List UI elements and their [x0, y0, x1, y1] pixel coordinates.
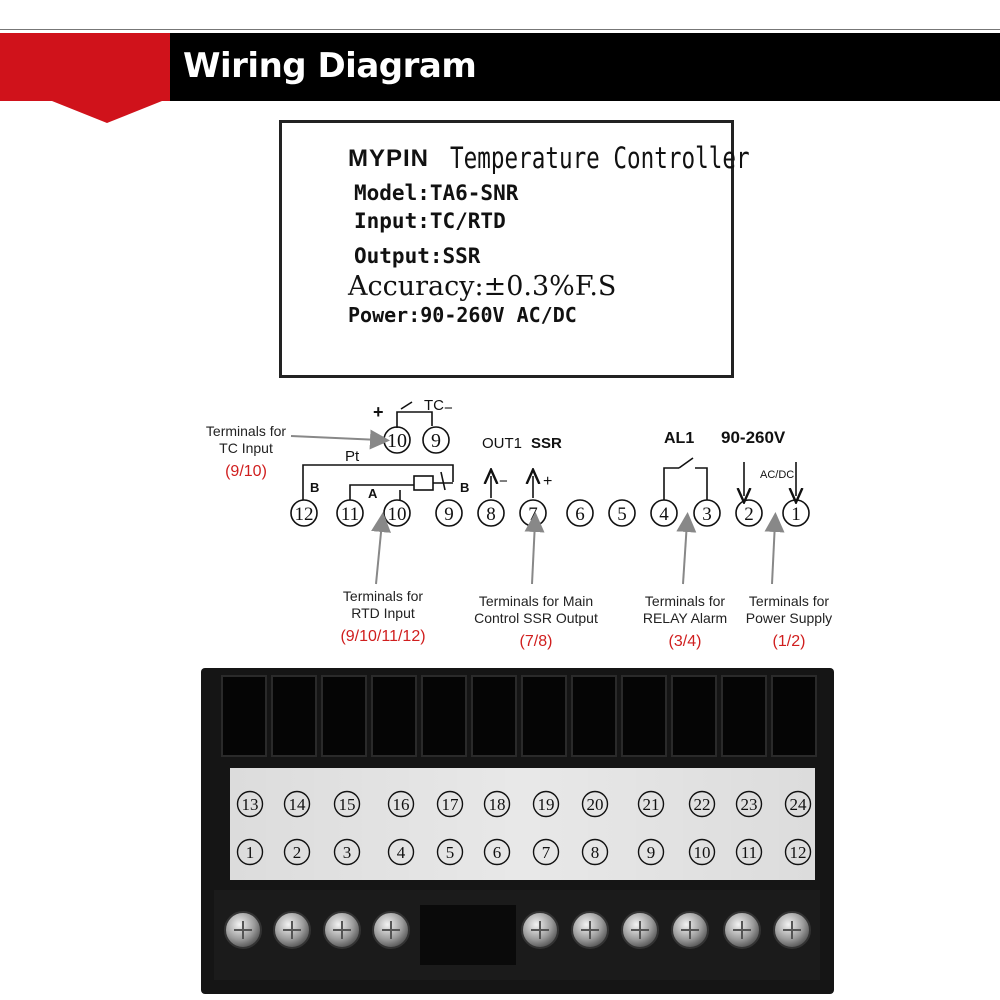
device-terminal-number: 11	[740, 843, 758, 862]
tc-callout-arrow	[291, 436, 380, 440]
callout-ref: (1/2)	[772, 633, 806, 650]
terminal-slot	[472, 676, 516, 756]
terminal-slot	[522, 676, 566, 756]
device-terminal-number: 6	[492, 843, 502, 862]
callout-tc-input	[196, 423, 296, 480]
rtd-wire-a	[350, 485, 414, 500]
device-terminal-number: 13	[241, 795, 259, 814]
ssr-label: SSR	[531, 435, 562, 452]
tc-minus-sign: −	[444, 400, 453, 417]
terminal-slot	[572, 676, 616, 756]
relay-callout-arrow	[683, 522, 687, 584]
terminal-number: 12	[294, 504, 314, 525]
b-right-label: B	[460, 480, 470, 495]
terminal-number: 7	[528, 504, 538, 525]
terminal-slot	[422, 676, 466, 756]
device-terminal-number: 14	[288, 795, 306, 814]
terminal-number: 11	[340, 504, 360, 525]
device-terminal-number: 12	[789, 843, 807, 862]
device-terminal-number: 20	[586, 795, 604, 814]
product-name: Temperature Controller	[450, 141, 750, 175]
tc-junction-mark	[401, 402, 412, 409]
out-plus-sign: +	[543, 473, 553, 490]
input-line: Input:TC/RTD	[354, 209, 506, 233]
tc-plus-sign: +	[373, 402, 384, 422]
device-terminal-number: 23	[740, 795, 758, 814]
pt-wire	[303, 465, 453, 500]
model-line: Model:TA6-SNR	[354, 181, 519, 205]
device-terminal-number: 8	[590, 843, 600, 862]
terminal-number: 4	[659, 504, 669, 525]
device-terminal-number: 5	[445, 843, 455, 862]
b-left-label: B	[310, 480, 320, 495]
number-panel-sheen	[230, 768, 815, 880]
tc-wire	[397, 412, 432, 428]
tc-terminal-group	[384, 427, 449, 453]
device-terminal-number: 21	[642, 795, 660, 814]
terminal-slot	[672, 676, 716, 756]
terminal-slot	[222, 676, 266, 756]
terminal-slot	[272, 676, 316, 756]
callout-title: Terminals for RTD Input	[342, 588, 424, 621]
device-terminal-number: 17	[441, 795, 459, 814]
voltage-label: 90-260V	[721, 428, 786, 447]
al1-label: AL1	[664, 430, 695, 447]
pt-label: Pt	[345, 448, 360, 465]
terminal-block-device	[201, 668, 834, 994]
callout-rtd-input	[318, 588, 448, 645]
callout-title: Terminals for TC Input	[205, 423, 287, 456]
device-terminal-number: 19	[537, 795, 555, 814]
terminal-slot	[372, 676, 416, 756]
callout-ref: (9/10)	[225, 463, 267, 480]
a-label: A	[368, 486, 378, 501]
accuracy-line: Accuracy:±0.3%F.S	[348, 271, 617, 302]
callout-ref: (9/10/11/12)	[340, 628, 426, 645]
rtd-callout-arrow	[376, 522, 382, 584]
terminal-row	[291, 500, 809, 526]
center-gap	[420, 905, 516, 965]
terminal-number: 2	[744, 504, 754, 525]
output-line: Output:SSR	[354, 244, 481, 268]
device-terminal-number: 10	[693, 843, 711, 862]
relay-wire-left	[664, 468, 679, 500]
rtd-resistor-mark	[441, 472, 445, 490]
relay-contact	[679, 458, 693, 468]
callout-ssr-output	[466, 593, 606, 650]
page-title: Wiring Diagram	[183, 46, 477, 86]
terminal-number: 9	[444, 504, 454, 525]
callout-title: Terminals for Main Control SSR Output	[474, 593, 598, 626]
brand-name: MYPIN	[348, 145, 430, 172]
tc-terminal-label: 10	[387, 430, 407, 452]
terminal-number: 8	[486, 504, 496, 525]
device-terminal-number: 15	[338, 795, 356, 814]
terminal-number: 10	[387, 504, 407, 525]
out-minus-sign: −	[499, 473, 508, 490]
device-terminal-number: 22	[693, 795, 711, 814]
ssr-callout-arrow	[532, 522, 535, 584]
callout-title: Terminals for Power Supply	[745, 593, 833, 626]
terminal-slot	[622, 676, 666, 756]
device-terminal-number: 3	[342, 843, 352, 862]
device-terminal-number: 18	[488, 795, 506, 814]
device-terminal-number: 9	[646, 843, 656, 862]
callout-ref: (3/4)	[668, 633, 702, 650]
terminal-number: 5	[617, 504, 627, 525]
out1-label: OUT1	[482, 435, 523, 452]
device-terminal-number: 7	[541, 843, 551, 862]
terminal-number: 3	[702, 504, 712, 525]
device-terminal-number: 24	[789, 795, 807, 814]
terminal-number: 1	[791, 504, 801, 525]
acdc-label: AC/DC	[760, 469, 795, 481]
power-line: Power:90-260V AC/DC	[348, 303, 577, 327]
tc-terminal-label: 9	[431, 430, 441, 452]
power-callout-arrow	[772, 522, 775, 584]
device-terminal-number: 16	[392, 795, 410, 814]
terminal-slot	[322, 676, 366, 756]
callout-ref: (7/8)	[519, 633, 553, 650]
device-terminal-number: 4	[396, 843, 406, 862]
callout-relay-alarm	[630, 593, 740, 650]
device-terminal-number: 2	[292, 843, 302, 862]
callout-title: Terminals for RELAY Alarm	[642, 593, 728, 626]
callout-power-supply	[735, 593, 843, 650]
relay-wire-right	[695, 468, 707, 500]
rtd-sensor	[414, 476, 433, 490]
terminal-number: 6	[575, 504, 585, 525]
terminal-slot	[722, 676, 766, 756]
device-terminal-number: 1	[245, 843, 255, 862]
tc-label: TC	[424, 397, 444, 414]
terminal-slot	[772, 676, 816, 756]
